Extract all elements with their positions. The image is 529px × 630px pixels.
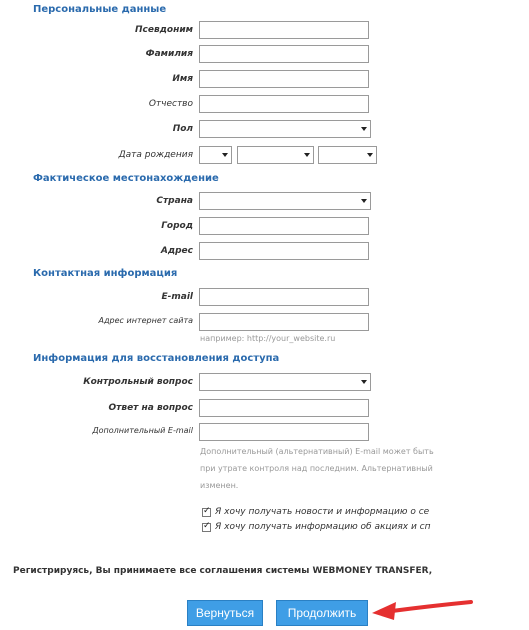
website-label: Адрес интернет сайта [98, 316, 193, 325]
section-contact-title: Контактная информация [33, 268, 178, 279]
extra-email-input[interactable] [199, 423, 369, 441]
chevron-down-icon [304, 153, 310, 157]
promos-checkbox-label[interactable]: Я хочу получать информацию об акциях и сп [215, 522, 431, 532]
answer-label: Ответ на вопрос [108, 403, 193, 413]
extra-email-hint-line: при утрате контроля над последним. Альтернативный [200, 464, 433, 473]
news-checkbox[interactable] [202, 508, 211, 517]
surname-input[interactable] [199, 45, 369, 63]
nickname-label: Псевдоним [135, 25, 193, 35]
email-input[interactable] [199, 288, 369, 306]
section-recovery-title: Информация для восстановления доступа [33, 353, 280, 364]
extra-email-hint-line: Дополнительный (альтернативный) E-mail может быть [200, 447, 434, 456]
promos-checkbox[interactable] [202, 523, 211, 532]
city-label: Город [161, 221, 193, 231]
extra-email-hint-line: изменен. [200, 481, 239, 490]
back-button[interactable]: Вернуться [187, 600, 263, 626]
patronymic-label: Отчество [148, 99, 193, 109]
birth-day-select[interactable] [199, 146, 232, 164]
patronymic-input[interactable] [199, 95, 369, 113]
country-label: Страна [156, 196, 193, 206]
address-label: Адрес [160, 246, 193, 256]
website-input[interactable] [199, 313, 369, 331]
birth-month-select[interactable] [237, 146, 314, 164]
gender-select[interactable] [199, 120, 371, 138]
birth-year-select[interactable] [318, 146, 377, 164]
city-input[interactable] [199, 217, 369, 235]
control-question-select[interactable] [199, 373, 371, 391]
gender-label: Пол [172, 124, 193, 134]
section-personal-title: Персональные данные [33, 4, 167, 15]
red-arrow-icon [370, 596, 475, 626]
terms-text: Регистрируясь, Вы принимаете все соглашения системы WEBMONEY TRANSFER, [13, 566, 433, 576]
chevron-down-icon [361, 380, 367, 384]
address-input[interactable] [199, 242, 369, 260]
country-select[interactable] [199, 192, 371, 210]
control-question-label: Контрольный вопрос [83, 377, 193, 387]
continue-button[interactable]: Продолжить [276, 600, 368, 626]
chevron-down-icon [361, 127, 367, 131]
extra-email-hint [200, 443, 440, 494]
website-hint: например: http://your_website.ru [200, 334, 336, 343]
section-location-title: Фактическое местонахождение [33, 173, 219, 184]
chevron-down-icon [361, 199, 367, 203]
name-label: Имя [172, 74, 193, 84]
birthdate-label: Дата рождения [118, 150, 193, 160]
chevron-down-icon [222, 153, 228, 157]
surname-label: Фамилия [145, 49, 193, 59]
name-input[interactable] [199, 70, 369, 88]
nickname-input[interactable] [199, 21, 369, 39]
email-label: E-mail [161, 292, 193, 302]
chevron-down-icon [367, 153, 373, 157]
answer-input[interactable] [199, 399, 369, 417]
news-checkbox-label[interactable]: Я хочу получать новости и информацию о се [215, 507, 430, 517]
extra-email-label: Дополнительный E-mail [92, 426, 193, 435]
